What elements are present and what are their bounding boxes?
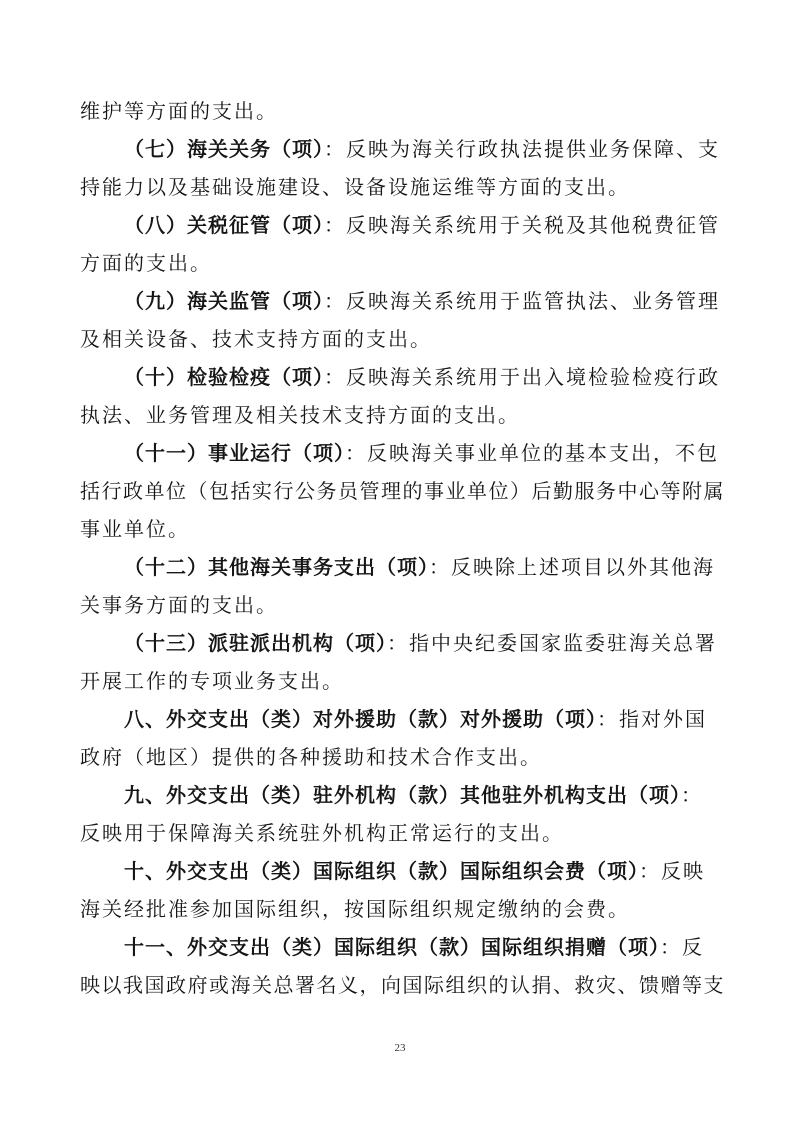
- item-text: 映以我国政府或海关总署名义，向国际组织的认捐、救灾、馈赠等支: [80, 973, 725, 997]
- document-body: [80, 92, 728, 1004]
- paragraph-line: [80, 890, 728, 928]
- paragraph-p7: [80, 624, 728, 700]
- paragraph-line: [80, 776, 728, 814]
- item-heading: （九）海关监管（项）: [124, 289, 324, 313]
- item-text: ：指中央纪委国家监委驻海关总署: [387, 631, 717, 655]
- paragraph-p1: [80, 130, 728, 206]
- item-text: ：指对外国: [597, 707, 707, 731]
- page-number: 23: [394, 1042, 406, 1054]
- paragraph-line: [80, 700, 728, 738]
- item-text: ：反: [660, 935, 704, 959]
- paragraph-line: [80, 206, 728, 244]
- item-text: ：反映除上述项目以外其他海: [429, 555, 715, 579]
- paragraph-line: [80, 966, 728, 1004]
- paragraph-p10: [80, 852, 728, 928]
- item-text: ：反映为海关行政执法提供业务保障、支: [324, 137, 720, 161]
- item-text: ：反映海关系统用于监管执法、业务管理: [324, 289, 720, 313]
- paragraph-p4: [80, 358, 728, 434]
- paragraph-p11: [80, 928, 728, 1004]
- paragraph-line: [80, 510, 728, 548]
- paragraph-p3: [80, 282, 728, 358]
- paragraph-p2: [80, 206, 728, 282]
- item-heading: 十一、外交支出（类）国际组织（款）国际组织捐赠（项）: [124, 935, 660, 959]
- paragraph-line: [80, 92, 728, 130]
- item-heading: （十三）派驻派出机构（项）: [124, 631, 387, 655]
- paragraph-line: [80, 548, 728, 586]
- item-text: ：: [681, 783, 703, 807]
- item-heading: （十一）事业运行（项）: [124, 441, 345, 465]
- item-text: ：反映海关系统用于关税及其他税费征管: [324, 213, 720, 237]
- paragraph-p9: [80, 776, 728, 852]
- paragraph-p8: [80, 700, 728, 776]
- item-text: ：反映海关系统用于出入境检验检疫行政: [324, 365, 720, 389]
- paragraph-p5: [80, 434, 728, 548]
- paragraph-line: [80, 852, 728, 890]
- paragraph-line: [80, 814, 728, 852]
- paragraph-line: [80, 662, 728, 700]
- paragraph-p6: [80, 548, 728, 624]
- item-text: 括行政单位（包括实行公务员管理的事业单位）后勤服务中心等附属: [80, 479, 725, 503]
- item-heading: 八、外交支出（类）对外援助（款）对外援助（项）: [124, 707, 597, 731]
- paragraph-line: [80, 472, 728, 510]
- paragraph-line: [80, 244, 728, 282]
- item-heading: （八）关税征管（项）: [124, 213, 324, 237]
- paragraph-line: [80, 928, 728, 966]
- item-text: 海关经批准参加国际组织，按国际组织规定缴纳的会费。: [80, 897, 630, 921]
- item-text: 执法、业务管理及相关技术支持方面的支出。: [80, 403, 520, 427]
- item-text: 政府（地区）提供的各种援助和技术合作支出。: [80, 745, 542, 769]
- item-heading: （十二）其他海关事务支出（项）: [124, 555, 429, 579]
- item-text: ：反映: [639, 859, 705, 883]
- paragraph-line: [80, 738, 728, 776]
- item-text: 反映用于保障海关系统驻外机构正常运行的支出。: [80, 821, 564, 845]
- item-text: 持能力以及基础设施建设、设备设施运维等方面的支出。: [80, 175, 630, 199]
- item-heading: （七）海关关务（项）: [124, 137, 324, 161]
- item-text: 及相关设备、技术支持方面的支出。: [80, 327, 432, 351]
- paragraph-line: [80, 358, 728, 396]
- item-text: ：反映海关事业单位的基本支出，不包: [345, 441, 719, 465]
- paragraph-line: [80, 130, 728, 168]
- item-text: 开展工作的专项业务支出。: [80, 669, 344, 693]
- item-text: 维护等方面的支出。: [80, 99, 278, 123]
- paragraph-line: [80, 168, 728, 206]
- item-text: 事业单位。: [80, 517, 190, 541]
- item-heading: （十）检验检疫（项）: [124, 365, 324, 389]
- paragraph-line: [80, 282, 728, 320]
- item-heading: 十、外交支出（类）国际组织（款）国际组织会费（项）: [124, 859, 639, 883]
- paragraph-p0: [80, 92, 728, 130]
- item-text: 方面的支出。: [80, 251, 212, 275]
- paragraph-line: [80, 434, 728, 472]
- paragraph-line: [80, 396, 728, 434]
- paragraph-line: [80, 624, 728, 662]
- paragraph-line: [80, 586, 728, 624]
- item-heading: 九、外交支出（类）驻外机构（款）其他驻外机构支出（项）: [124, 783, 681, 807]
- item-text: 关事务方面的支出。: [80, 593, 278, 617]
- paragraph-line: [80, 320, 728, 358]
